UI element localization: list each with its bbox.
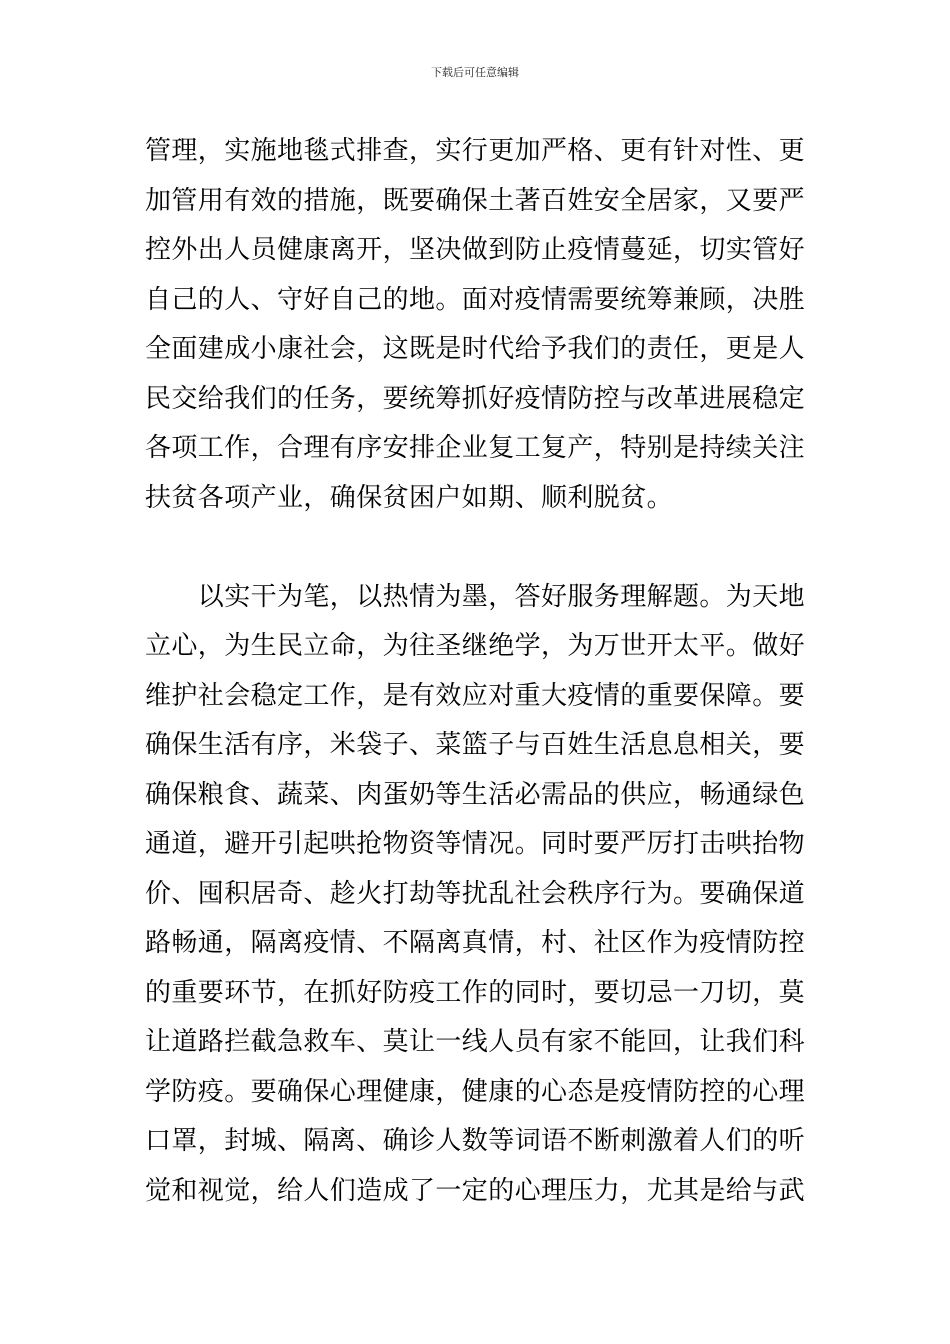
text-line: 让道路拦截急救车、莫让一线人员有家不能回，让我们科 (145, 1027, 806, 1057)
paragraph-spacer (145, 523, 807, 573)
text-line: 自己的人、守好自己的地。面对疫情需要统筹兼顾，决胜 (145, 284, 806, 315)
text-line: 加管用有效的措施，既要确保土著百姓安全居家，又要严 (145, 185, 806, 216)
page-header: 下载后可任意编辑 (431, 66, 519, 79)
text-line: 管理，实施地毯式排查，实行更加严格、更有针对性、更 (145, 136, 806, 166)
text-line: 路畅通，隔离疫情、不隔离真情，村、社区作为疫情防控 (145, 928, 806, 958)
text-line: 维护社会稳定工作，是有效应对重大疫情的重要保障。要 (145, 680, 806, 711)
text-line: 确保生活有序，米袋子、菜篮子与百姓生活息息相关，要 (145, 730, 806, 760)
paragraph-2 (145, 573, 807, 1217)
text-line: 全面建成小康社会，这既是时代给予我们的责任，更是人 (145, 334, 806, 364)
text-line: 以实干为笔，以热情为墨，答好服务理解题。为天地 (145, 581, 806, 612)
text-line: 价、囤积居奇、趁火打劫等扰乱社会秩序行为。要确保道 (145, 878, 806, 909)
document-body (145, 127, 807, 1216)
text-line: 的重要环节，在抓好防疫工作的同时，要切忌一刀切，莫 (145, 977, 806, 1008)
text-line: 民交给我们的任务，要统筹抓好疫情防控与改革进展稳定 (145, 383, 806, 414)
text-line: 控外出人员健康离开，坚决做到防止疫情蔓延，切实管好 (145, 235, 806, 265)
text-line: 立心，为生民立命，为往圣继绝学，为万世开太平。做好 (145, 631, 806, 661)
text-line: 确保粮食、蔬菜、肉蛋奶等生活必需品的供应，畅通绿色 (145, 779, 806, 810)
text-line: 觉和视觉，给人们造成了一定的心理压力，尤其是给与武 (145, 1175, 806, 1206)
text-line: 扶贫各项产业，确保贫困户如期、顺利脱贫。 (145, 482, 674, 513)
text-line: 通道，避开引起哄抢物资等情况。同时要严厉打击哄抬物 (145, 829, 806, 859)
text-line: 口罩，封城、隔离、确诊人数等词语不断刺激着人们的听 (145, 1126, 806, 1156)
paragraph-1 (145, 127, 807, 523)
text-line: 学防疫。要确保心理健康，健康的心态是疫情防控的心理 (145, 1076, 806, 1107)
text-line: 各项工作，合理有序安排企业复工复产，特别是持续关注 (145, 433, 806, 463)
